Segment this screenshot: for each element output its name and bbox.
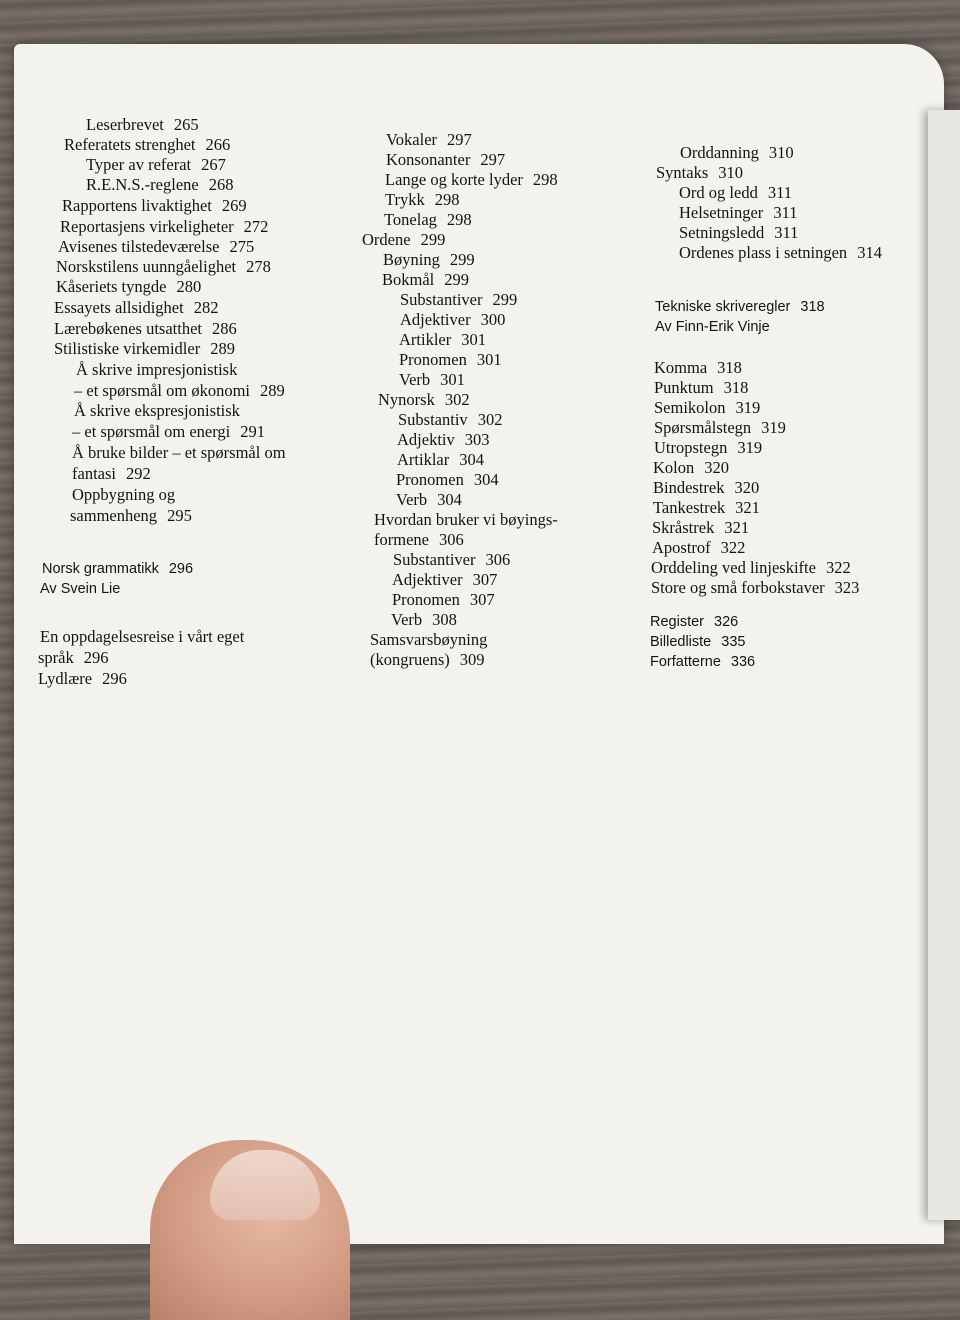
toc-entry-title: Artikler [399, 330, 452, 349]
toc-entry-page-number: 298 [434, 190, 460, 209]
toc-entry-page-number: 298 [532, 170, 558, 189]
toc-entry [58, 237, 254, 256]
toc-entry-title: Substantiver [393, 550, 476, 569]
toc-entry-title: Å skrive impresjonistisk [76, 360, 238, 379]
toc-entry-title: Semikolon [654, 398, 726, 417]
toc-entry [378, 390, 470, 409]
toc-entry-page-number: 297 [447, 130, 472, 149]
toc-entry-title: Norskstilens uunngåelighet [56, 257, 237, 276]
toc-entry-title: Setningsledd [679, 223, 765, 242]
toc-entry [70, 506, 192, 525]
toc-entry-title: Trykk [385, 190, 425, 209]
toc-entry [654, 418, 786, 437]
toc-entry-page-number: 318 [717, 358, 742, 377]
toc-entry [655, 298, 825, 317]
toc-entry [654, 378, 748, 397]
toc-entry-title: Ordenes plass i setningen [679, 243, 848, 262]
toc-entry-page-number: 286 [212, 319, 237, 338]
toc-entry [62, 196, 247, 215]
toc-entry-title: Substantiver [400, 290, 483, 309]
toc-entry-title: Register [650, 614, 704, 630]
toc-entry [76, 360, 237, 379]
toc-entry [656, 163, 743, 182]
toc-entry-page-number: 296 [83, 648, 109, 667]
toc-entry-page-number: 269 [221, 196, 247, 215]
toc-entry [56, 277, 201, 296]
toc-entry [399, 330, 486, 349]
toc-entry-title: Kåseriets tyngde [56, 277, 167, 296]
toc-entry-title: Store og små forbokstaver [651, 578, 825, 597]
toc-entry [654, 398, 760, 417]
toc-entry-page-number: 300 [480, 310, 506, 329]
toc-entry-title: (kongruens) [370, 650, 450, 669]
toc-entry [396, 470, 499, 489]
toc-entry [56, 257, 271, 276]
toc-entry-page-number: 309 [459, 650, 485, 669]
toc-entry-page-number: 322 [825, 558, 851, 577]
toc-entry [400, 290, 517, 309]
toc-entry [653, 478, 759, 497]
toc-entry-title: Å bruke bilder – et spørsmål om [72, 443, 286, 462]
toc-entry-page-number: 306 [485, 550, 511, 569]
toc-entry [679, 243, 882, 262]
toc-entry [399, 350, 502, 369]
toc-entry-page-number: 321 [735, 498, 760, 517]
toc-entry [74, 381, 285, 400]
toc-entry-title: Bokmål [382, 270, 435, 289]
toc-entry-title: Nynorsk [378, 390, 435, 409]
toc-entry-title: Lydlære [38, 669, 93, 688]
toc-entry-page-number: 307 [469, 590, 495, 609]
toc-entry-title: Konsonanter [386, 150, 471, 169]
toc-entry-title: Tekniske skriveregler [655, 299, 791, 315]
toc-entry [370, 630, 487, 649]
toc-entry-page-number: 299 [449, 250, 475, 269]
toc-entry-page-number: 319 [735, 398, 761, 417]
toc-entry [384, 210, 472, 229]
toc-entry-title: – et spørsmål om økonomi [74, 381, 250, 400]
toc-entry-title: Adjektiver [392, 570, 463, 589]
toc-entry-title: Punktum [654, 378, 714, 397]
toc-entry-title: Apostrof [652, 538, 711, 557]
toc-entry [374, 510, 558, 529]
toc-entry-page-number: 318 [800, 299, 825, 315]
toc-entry-title: fantasi [72, 464, 116, 483]
toc-entry [374, 530, 464, 549]
toc-entry-title: Vokaler [386, 130, 438, 149]
toc-entry [86, 155, 226, 174]
toc-entry-page-number: 318 [723, 378, 749, 397]
toc-entry [654, 438, 762, 457]
toc-entry [397, 450, 484, 469]
toc-entry [400, 310, 505, 329]
toc-entry [40, 627, 244, 646]
toc-entry-page-number: 275 [229, 237, 255, 256]
toc-entry [654, 358, 742, 377]
toc-entry [653, 498, 760, 517]
toc-entry [386, 130, 472, 149]
toc-entry [651, 558, 851, 577]
toc-entry [679, 183, 792, 202]
toc-entry [54, 319, 237, 338]
toc-entry-page-number: 321 [724, 518, 750, 537]
toc-entry-title: Oppbygning og [72, 485, 176, 504]
toc-entry-page-number: 301 [440, 370, 465, 389]
toc-entry-page-number: 278 [246, 257, 271, 276]
toc-entry-page-number: 297 [480, 150, 506, 169]
toc-entry-title: Verb [399, 370, 431, 389]
toc-entry-page-number: 272 [243, 217, 269, 236]
toc-entry-page-number: 319 [737, 438, 763, 457]
toc-entry-title: Rapportens livaktighet [62, 196, 212, 215]
toc-entry-title: Spørsmålstegn [654, 418, 752, 437]
toc-entry [392, 590, 495, 609]
toc-entry-page-number: 314 [857, 243, 882, 262]
toc-entry-title: Samsvarsbøyning [370, 630, 488, 649]
toc-entry-page-number: 302 [477, 410, 503, 429]
toc-entry-page-number: 308 [432, 610, 457, 629]
toc-entry [370, 650, 484, 669]
toc-entry-page-number: 296 [102, 669, 127, 688]
toc-entry [60, 217, 268, 236]
toc-entry [398, 410, 502, 429]
toc-entry-page-number: 323 [834, 578, 860, 597]
toc-entry-title: Pronomen [399, 350, 467, 369]
toc-entry-page-number: 280 [176, 277, 202, 296]
toc-entry-page-number: 311 [767, 183, 792, 202]
toc-entry [393, 550, 510, 569]
toc-entry-title: Lærebøkenes utsatthet [54, 319, 203, 338]
toc-entry [72, 443, 286, 462]
toc-entry-title: Utropstegn [654, 438, 728, 457]
toc-entry-title: Essayets allsidighet [54, 298, 184, 317]
toc-entry-page-number: 289 [260, 381, 285, 400]
toc-entry-title: Orddeling ved linjeskifte [651, 558, 816, 577]
toc-entry-title: Reportasjens virkeligheter [60, 217, 234, 236]
toc-entry [38, 648, 109, 667]
toc-entry-page-number: 267 [201, 155, 226, 174]
toc-entry-page-number: 301 [476, 350, 502, 369]
toc-entry-page-number: 299 [444, 270, 469, 289]
toc-entry-page-number: 336 [730, 654, 756, 670]
toc-entry-title: Pronomen [396, 470, 464, 489]
toc-entry [650, 613, 738, 632]
toc-entry-page-number: 292 [125, 464, 151, 483]
toc-entry-page-number: 320 [734, 478, 760, 497]
toc-entry-page-number: 310 [718, 163, 744, 182]
toc-entry [679, 223, 798, 242]
toc-entry-page-number: 299 [420, 230, 446, 249]
toc-entry-page-number: 310 [768, 143, 794, 162]
toc-entry [382, 270, 469, 289]
toc-entry-page-number: 268 [208, 175, 234, 194]
toc-entry-title: Komma [654, 358, 708, 377]
toc-entry-page-number: 296 [168, 561, 194, 577]
toc-entry [655, 318, 770, 337]
toc-entry [652, 538, 745, 557]
toc-entry-page-number: 298 [446, 210, 472, 229]
toc-entry-page-number: 319 [761, 418, 786, 437]
toc-entry [54, 298, 218, 317]
toc-entry-page-number: 266 [205, 135, 231, 154]
toc-entry-title: formene [374, 530, 429, 549]
toc-entry-page-number: 326 [714, 614, 739, 630]
toc-entry-page-number: 322 [720, 538, 746, 557]
toc-entry [74, 401, 240, 420]
toc-entry-page-number: 304 [473, 470, 499, 489]
toc-entry [383, 250, 475, 269]
toc-entry-title: Norsk grammatikk [42, 561, 159, 577]
toc-entry [72, 464, 151, 483]
toc-entry-title: Stilistiske virkemidler [54, 339, 201, 358]
toc-entry-page-number: 304 [437, 490, 462, 509]
toc-entry [86, 175, 233, 194]
toc-entry-title: Avisenes tilstedeværelse [58, 237, 220, 256]
toc-entry [38, 669, 127, 688]
toc-entry-title: Referatets strenghet [64, 135, 196, 154]
toc-entry-title: Orddanning [680, 143, 759, 162]
toc-entry-page-number: 299 [492, 290, 518, 309]
toc-entry-title: Av Svein Lie [40, 581, 121, 597]
toc-entry [679, 203, 797, 222]
toc-entry [362, 230, 445, 249]
toc-entry-title: Pronomen [392, 590, 460, 609]
toc-entry-title: Syntaks [656, 163, 709, 182]
toc-entry-title: Leserbrevet [86, 115, 164, 134]
toc-entry-title: Artiklar [397, 450, 450, 469]
toc-entry-title: Helsetninger [679, 203, 764, 222]
toc-entry [392, 570, 497, 589]
toc-entry-page-number: 291 [240, 422, 265, 441]
toc-entry-page-number: 311 [774, 223, 799, 242]
toc-entry-title: Verb [391, 610, 423, 629]
toc-entry [54, 339, 235, 358]
toc-entry-title: Skråstrek [652, 518, 715, 537]
toc-entry [397, 430, 490, 449]
toc-entry [650, 653, 755, 672]
toc-entry-title: Ord og ledd [679, 183, 758, 202]
toc-entry-page-number: 307 [472, 570, 498, 589]
toc-entry [42, 560, 193, 579]
toc-entry-page-number: 306 [438, 530, 464, 549]
toc-entry-title: Av Finn-Erik Vinje [655, 319, 770, 335]
toc-entry-page-number: 311 [773, 203, 798, 222]
toc-entry-title: Forfatterne [650, 654, 721, 670]
toc-entry-title: Typer av referat [86, 155, 192, 174]
toc-entry [399, 370, 465, 389]
toc-entry-title: Tonelag [384, 210, 437, 229]
toc-entry-page-number: 302 [444, 390, 470, 409]
toc-entry-title: Billedliste [650, 634, 712, 650]
toc-entry-page-number: 265 [173, 115, 199, 134]
toc-entry-title: sammenheng [70, 506, 158, 525]
toc-entry-title: språk [38, 648, 74, 667]
toc-entry [72, 485, 175, 504]
toc-entry-title: Hvordan bruker vi bøyings- [374, 510, 558, 529]
toc-entry-page-number: 295 [167, 506, 192, 525]
toc-entry [86, 115, 199, 134]
toc-entry-page-number: 304 [459, 450, 484, 469]
toc-entry [385, 190, 460, 209]
toc-entry [653, 458, 729, 477]
toc-entry-page-number: 282 [193, 298, 219, 317]
toc-entry [385, 170, 558, 189]
toc-entry [72, 422, 265, 441]
toc-entry [64, 135, 230, 154]
toc-entry-title: Kolon [653, 458, 695, 477]
toc-entry-title: Substantiv [398, 410, 468, 429]
toc-entry-page-number: 301 [461, 330, 486, 349]
toc-entry [652, 518, 749, 537]
toc-entry [40, 580, 120, 599]
toc-entry-page-number: 289 [210, 339, 235, 358]
toc-entry-page-number: 303 [464, 430, 490, 449]
toc-entry-title: Adjektiver [400, 310, 471, 329]
toc-entry-title: En oppdagelsesreise i vårt eget [40, 627, 245, 646]
toc-entry-title: Å skrive ekspresjonistisk [74, 401, 240, 420]
toc-entry [651, 578, 859, 597]
toc-entry [680, 143, 794, 162]
toc-entry-title: Ordene [362, 230, 411, 249]
next-page-edge [928, 110, 960, 1220]
toc-entry [650, 633, 745, 652]
toc-entry [386, 150, 505, 169]
toc-entry [391, 610, 457, 629]
toc-entry-page-number: 335 [721, 634, 746, 650]
toc-entry-title: Adjektiv [397, 430, 455, 449]
toc-entry-title: Bindestrek [653, 478, 725, 497]
toc-entry [396, 490, 462, 509]
toc-entry-title: Bøyning [383, 250, 440, 269]
toc-entry-title: Tankestrek [653, 498, 726, 517]
toc-entry-title: R.E.N.S.-reglene [86, 175, 199, 194]
toc-entry-title: Verb [396, 490, 428, 509]
toc-entry-title: – et spørsmål om energi [72, 422, 231, 441]
toc-entry-page-number: 320 [704, 458, 729, 477]
toc-entry-title: Lange og korte lyder [385, 170, 523, 189]
